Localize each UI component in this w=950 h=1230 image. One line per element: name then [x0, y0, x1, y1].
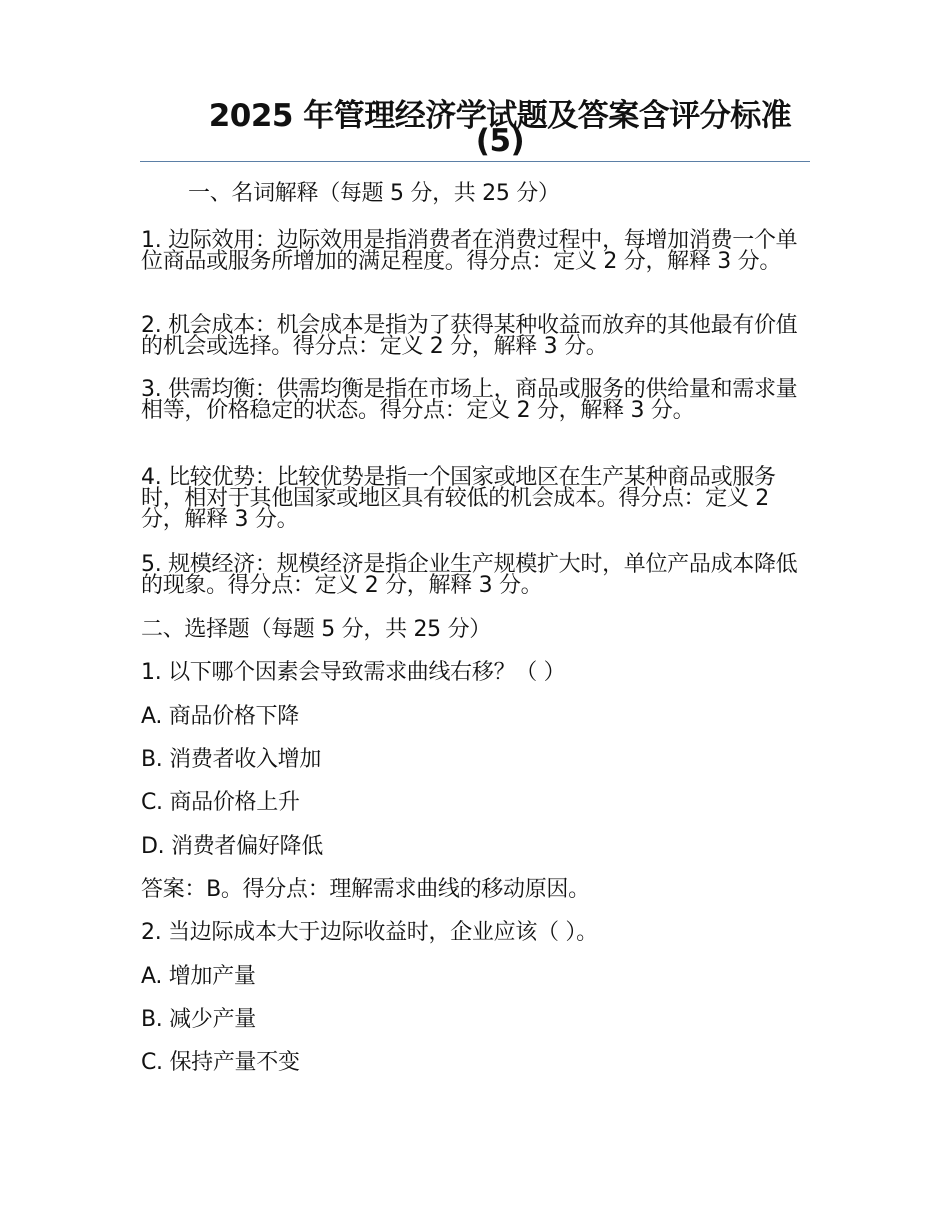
question-1-option-d: D. 消费者偏好降低	[141, 834, 323, 859]
definition-item: 4. 比较优势：比较优势是指一个国家或地区在生产某种商品或服务时，相对于其他国家或地区具有较低的机会成本。得分点：定义 2 分，解释 3 分。	[141, 465, 776, 532]
definition-item: 3. 供需均衡：供需均衡是指在市场上，商品或服务的供给量和需求量相等，价格稳定的状态。得分点：定义 2 分，解释 3 分。	[141, 377, 798, 423]
definition-item: 1. 边际效用：边际效用是指消费者在消费过程中，每增加消费一个单位商品或服务所增加的满足程度。得分点：定义 2 分，解释 3 分。	[141, 228, 798, 274]
question-1-answer: 答案：B。得分点：理解需求曲线的移动原因。	[141, 877, 590, 902]
definition-item: 5. 规模经济：规模经济是指企业生产规模扩大时，单位产品成本降低的现象。得分点：定义 2 分，解释 3 分。	[141, 552, 798, 598]
title-divider	[140, 161, 810, 162]
section-heading-definitions: 一、名词解释（每题 5 分，共 25 分）	[188, 181, 560, 206]
question-2-option-a: A. 增加产量	[141, 964, 256, 989]
question-1-option-b: B. 消费者收入增加	[141, 747, 322, 772]
definition-item: 2. 机会成本：机会成本是指为了获得某种收益而放弃的其他最有价值的机会或选择。得分点：定义 2 分，解释 3 分。	[141, 313, 798, 359]
question-1-option-a: A. 商品价格下降	[141, 704, 299, 729]
question-2-option-c: C. 保持产量不变	[141, 1050, 300, 1075]
question-1-option-c: C. 商品价格上升	[141, 790, 300, 815]
document-title: 2025 年管理经济学试题及答案含评分标准(5)	[208, 98, 792, 159]
section-heading-choice: 二、选择题（每题 5 分，共 25 分）	[141, 617, 491, 642]
question-2: 2. 当边际成本大于边际收益时，企业应该（ ）。	[141, 920, 598, 945]
question-2-option-b: B. 减少产量	[141, 1007, 256, 1032]
question-1: 1. 以下哪个因素会导致需求曲线右移？（ ）	[141, 660, 566, 685]
